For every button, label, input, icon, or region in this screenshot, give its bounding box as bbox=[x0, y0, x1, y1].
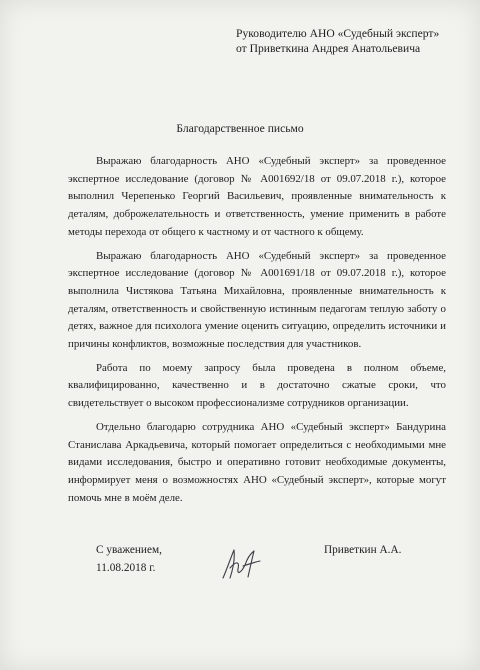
closing-regards: С уважением, bbox=[96, 544, 162, 556]
letter-body bbox=[68, 153, 446, 513]
signer-name: Приветкин А.А. bbox=[324, 544, 402, 556]
closing-date: 11.08.2018 г. bbox=[96, 562, 156, 574]
paragraph-1: Выражаю благодарность АНО «Судебный эксперт» за проведенное экспертное исследование (договор № А001692/18 от 09.07.2018 г.), которое выполнил Черепенько Георгий Васильевич, проявленные внимательность к деталям, доброжелательность и ответственность, умение применить в работе методы перехода от общего к частному и от частного к общему. bbox=[68, 155, 446, 238]
paragraph-3: Работа по моему запросу была проведена в полном объеме, квалифицированно, качественно и в достаточно сжатые сроки, что свидетельствует о высоком профессионализме сотрудников организации. bbox=[68, 361, 446, 410]
paragraph-4: Отдельно благодарю сотрудника АНО «Судебный эксперт» Бандурина Станислава Аркадьевича, который помогает определиться с необходимыми мне видами исследования, быстро и оперативно готовит необходимые документы, информирует меня о возможностях АНО «Судебный эксперт», которые могут помочь мне в моём деле. bbox=[68, 420, 446, 504]
paragraph-2: Выражаю благодарность АНО «Судебный эксперт» за проведенное экспертное исследование (договор № А001691/18 от 09.07.2018 г.), которое выполнила Чистякова Татьяна Михайловна, проявленные внимательность к деталям, ответственность и свойственную истинным педагогам теплую заботу о детях, важное для психолога умение оценить ситуацию, определить источники и причины конфликтов, возможные последствия для участников. bbox=[68, 249, 446, 351]
addressee-line-2: от Приветкина Андрея Анатольевича bbox=[236, 42, 421, 55]
closing-block bbox=[96, 541, 162, 577]
letter-title: Благодарственное письмо bbox=[176, 122, 304, 135]
addressee-block bbox=[236, 26, 439, 56]
handwritten-signature bbox=[218, 545, 264, 585]
addressee-line-1: Руководителю АНО «Судебный эксперт» bbox=[236, 27, 440, 40]
